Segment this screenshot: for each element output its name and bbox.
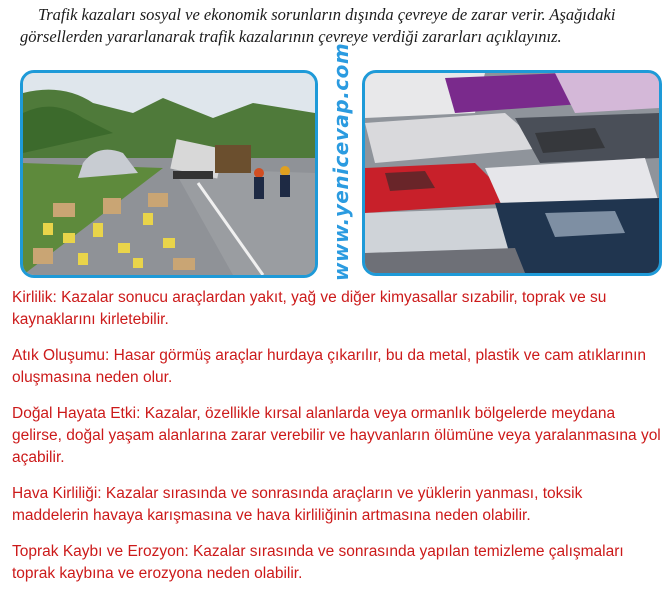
answer-pollution: Kirlilik: Kazalar sonucu araçlardan yakıt, yağ ve diğer kimyasallar sızabilir, toprak ve su kaynaklarını kirletebilir. [12,289,607,328]
answer-list [12,287,662,599]
truck-accident-photo [20,70,318,278]
answer-erosion: Toprak Kaybı ve Erozyon: Kazalar sırasında ve sonrasında yapılan temizleme çalışmaları toprak kaybına ve erozyona neden olabilir. [12,543,624,582]
question-text: Trafik kazaları sosyal ve ekonomik sorunların dışında çevreye de zarar verir. Aşağıdaki görsellerden yararlanarak trafik kazalarının çevreye verdiği zararları açıklayınız. [20,5,616,46]
answer-body: Kazalar sırasında ve sonrasında araçların ve yüklerin yanması, toksik maddelerin havaya karışmasına ve hava kirliliğinin artmasına neden olabilir. [12,485,583,524]
answer-title: Doğal Hayata Etki [12,405,137,422]
answer-wildlife: Doğal Hayata Etki: Kazalar, özellikle kırsal alanlarda veya ormanlık bölgelerde meydana gelirse, doğal yaşam alanlarına zarar verebilir ve hayvanların ölümüne veya yaralanmasına yol açabilir. [12,405,661,466]
answer-body: Kazalar sırasında ve sonrasında yapılan temizleme çalışmaları toprak kaybına ve erozyona neden olabilir. [12,543,624,582]
answer-title: Atık Oluşumu [12,347,106,364]
answer-body: Hasar görmüş araçlar hurdaya çıkarılır, bu da metal, plastik ve cam atıklarının oluşmasına neden olur. [12,347,647,386]
watermark-text: www.yenicevap.com [329,42,353,281]
answer-title: Toprak Kaybı ve Erozyon [12,543,185,560]
answer-body: Kazalar, özellikle kırsal alanlarda veya ormanlık bölgelerde meydana gelirse, doğal yaşam alanlarına zarar verebilir ve hayvanların ölümüne veya yaralanmasına yol açabilir. [12,405,661,466]
answer-air-pollution: Hava Kirliliği: Kazalar sırasında ve sonrasında araçların ve yüklerin yanması, toksik maddelerin havaya karışmasına ve hava kirliliğinin artmasına neden olabilir. [12,485,583,524]
car-scrapyard-photo [362,70,662,276]
answer-waste: Atık Oluşumu: Hasar görmüş araçlar hurdaya çıkarılır, bu da metal, plastik ve cam atıklarının oluşmasına neden olur. [12,347,647,386]
answer-title: Kirlilik [12,289,53,306]
answer-title: Hava Kirliliği [12,485,98,502]
answer-body: Kazalar sonucu araçlardan yakıt, yağ ve diğer kimyasallar sızabilir, toprak ve su kaynaklarını kirletebilir. [12,289,607,328]
site-watermark [326,42,353,282]
